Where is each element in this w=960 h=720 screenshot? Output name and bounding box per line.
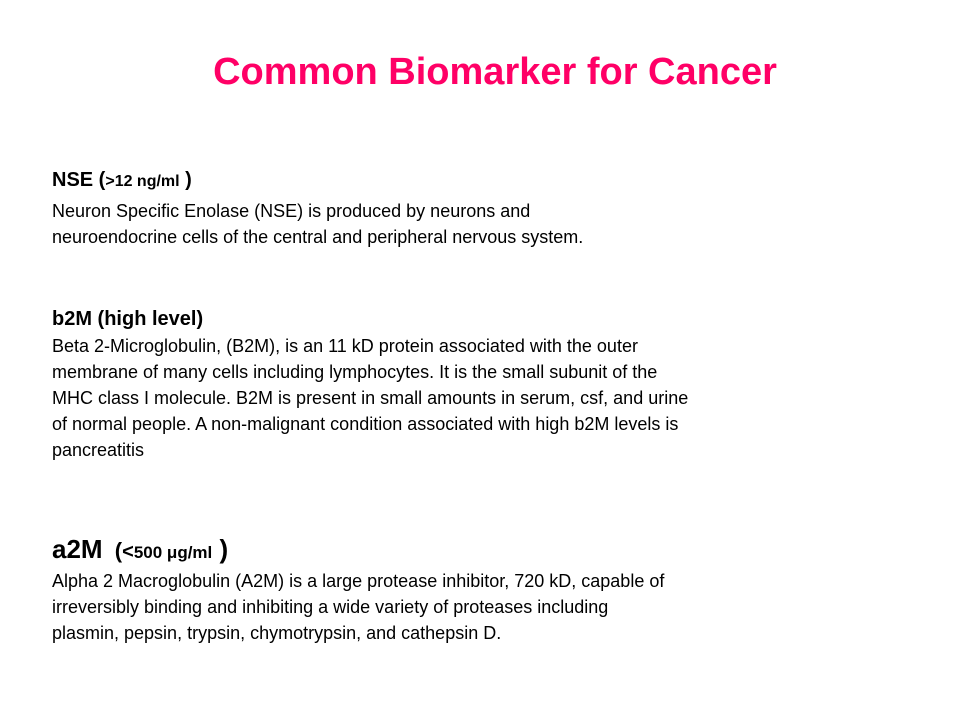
a2m-line: irreversibly binding and inhibiting a wide variety of proteases including (52, 597, 609, 617)
nse-threshold: >12 ng/ml (105, 173, 180, 190)
a2m-heading (52, 532, 228, 570)
b2m-line: membrane of many cells including lymphocytes. It is the small subunit of the (52, 362, 658, 382)
b2m-line: of normal people. A non-malignant condition associated with high b2M levels is (52, 414, 679, 434)
nse-heading (52, 167, 192, 195)
b2m-line: Beta 2-Microglobulin, (B2M), is an 11 kD protein associated with the outer (52, 336, 638, 356)
nse-heading-label: NSE ( (52, 169, 106, 191)
a2m-heading-label: a2M (52, 534, 103, 564)
b2m-line: MHC class I molecule. B2M is present in small amounts in serum, csf, and urine (52, 388, 689, 408)
nse-description (52, 198, 952, 250)
a2m-heading-open: ( (102, 538, 123, 563)
a2m-line: Alpha 2 Macroglobulin (A2M) is a large protease inhibitor, 720 kD, capable of (52, 571, 665, 591)
a2m-lt: < (122, 541, 134, 563)
nse-line: neuroendocrine cells of the central and peripheral nervous system. (52, 227, 584, 247)
a2m-heading-close: ) (212, 534, 229, 564)
a2m-threshold: 500 μg/ml (133, 543, 213, 562)
slide-title: Common Biomarker for Cancer (213, 51, 777, 93)
a2m-description (52, 568, 952, 646)
b2m-description (52, 333, 952, 463)
b2m-heading: b2M (high level) (52, 308, 204, 330)
nse-heading-close: ) (179, 169, 192, 191)
b2m-line: pancreatitis (52, 440, 145, 460)
a2m-line: plasmin, pepsin, trypsin, chymotrypsin, and cathepsin D. (52, 623, 502, 643)
nse-line: Neuron Specific Enolase (NSE) is produced by neurons and (52, 201, 531, 221)
